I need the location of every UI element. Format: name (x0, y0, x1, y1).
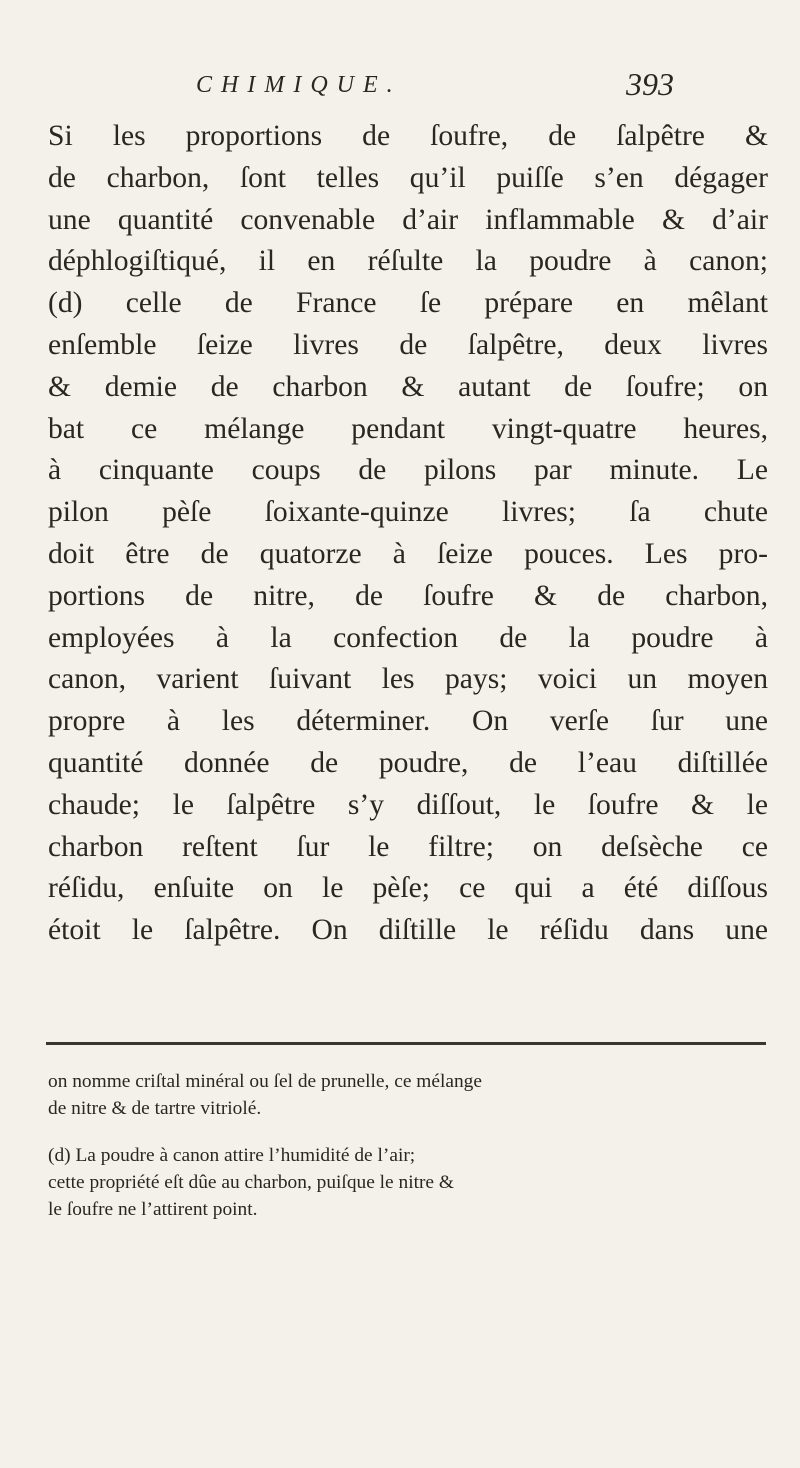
text-line: (d) celle de France ſe prépare en mêlant (48, 287, 768, 320)
text-line: une quantité convenable d’air inflammable & d’air (48, 203, 768, 236)
footnote-line: (d) La poudre à canon attire l’humidité de l’air; (48, 1145, 416, 1166)
text-line: à cinquante coups de pilons par minute. Le (48, 454, 768, 487)
footnotes (48, 1068, 768, 1223)
text-line: bat ce mélange pendant vingt-quatre heures, (48, 412, 768, 445)
text-line: propre à les déterminer. On verſe ſur une (48, 705, 768, 738)
text-line: Si les proportions de ſoufre, de ſalpêtre & (48, 120, 768, 152)
running-head (150, 66, 680, 108)
text-line: enſemble ſeize livres de ſalpêtre, deux livres (48, 328, 768, 361)
text-line: chaude; le ſalpêtre s’y diſſout, le ſoufre & le (48, 788, 768, 821)
footnote-divider (46, 1042, 766, 1045)
main-text (48, 116, 768, 952)
text-line: doit être de quatorze à ſeize pouces. Les pro- (48, 537, 768, 570)
text-line: étoit le ſalpêtre. On diſtille le réſidu dans une (48, 914, 768, 947)
footnote-line: de nitre & de tartre vitriolé. (48, 1098, 262, 1119)
text-line: charbon reſtent ſur le filtre; on deſsèche ce (48, 830, 768, 863)
text-line: réſidu, enſuite on le pèſe; ce qui a été diſſous (48, 872, 768, 905)
footnote-d (48, 1142, 768, 1223)
text-line: pilon pèſe ſoixante-quinze livres; ſa chute (48, 496, 768, 529)
footnote-line: le ſoufre ne l’attirent point. (48, 1199, 258, 1220)
footnote-continuation (48, 1068, 768, 1122)
footnote-line: cette propriété eſt dûe au charbon, puiſque le nitre & (48, 1172, 454, 1193)
text-line: canon, varient ſuivant les pays; voici un moyen (48, 663, 768, 696)
page-number: 393 (626, 66, 674, 102)
text-line: portions de nitre, de ſoufre & de charbon, (48, 579, 768, 612)
text-line: employées à la confection de la poudre à (48, 621, 768, 654)
text-line: de charbon, ſont telles qu’il puiſſe s’en dégager (48, 161, 768, 194)
text-line: & demie de charbon & autant de ſoufre; on (48, 370, 768, 403)
footnote-line: on nomme criſtal minéral ou ſel de prunelle, ce mélange (48, 1071, 482, 1092)
running-title: CHIMIQUE. (196, 72, 402, 98)
text-line: déphlogiſtiqué, il en réſulte la poudre à canon; (48, 245, 768, 278)
text-line: quantité donnée de poudre, de l’eau diſtillée (48, 746, 768, 779)
